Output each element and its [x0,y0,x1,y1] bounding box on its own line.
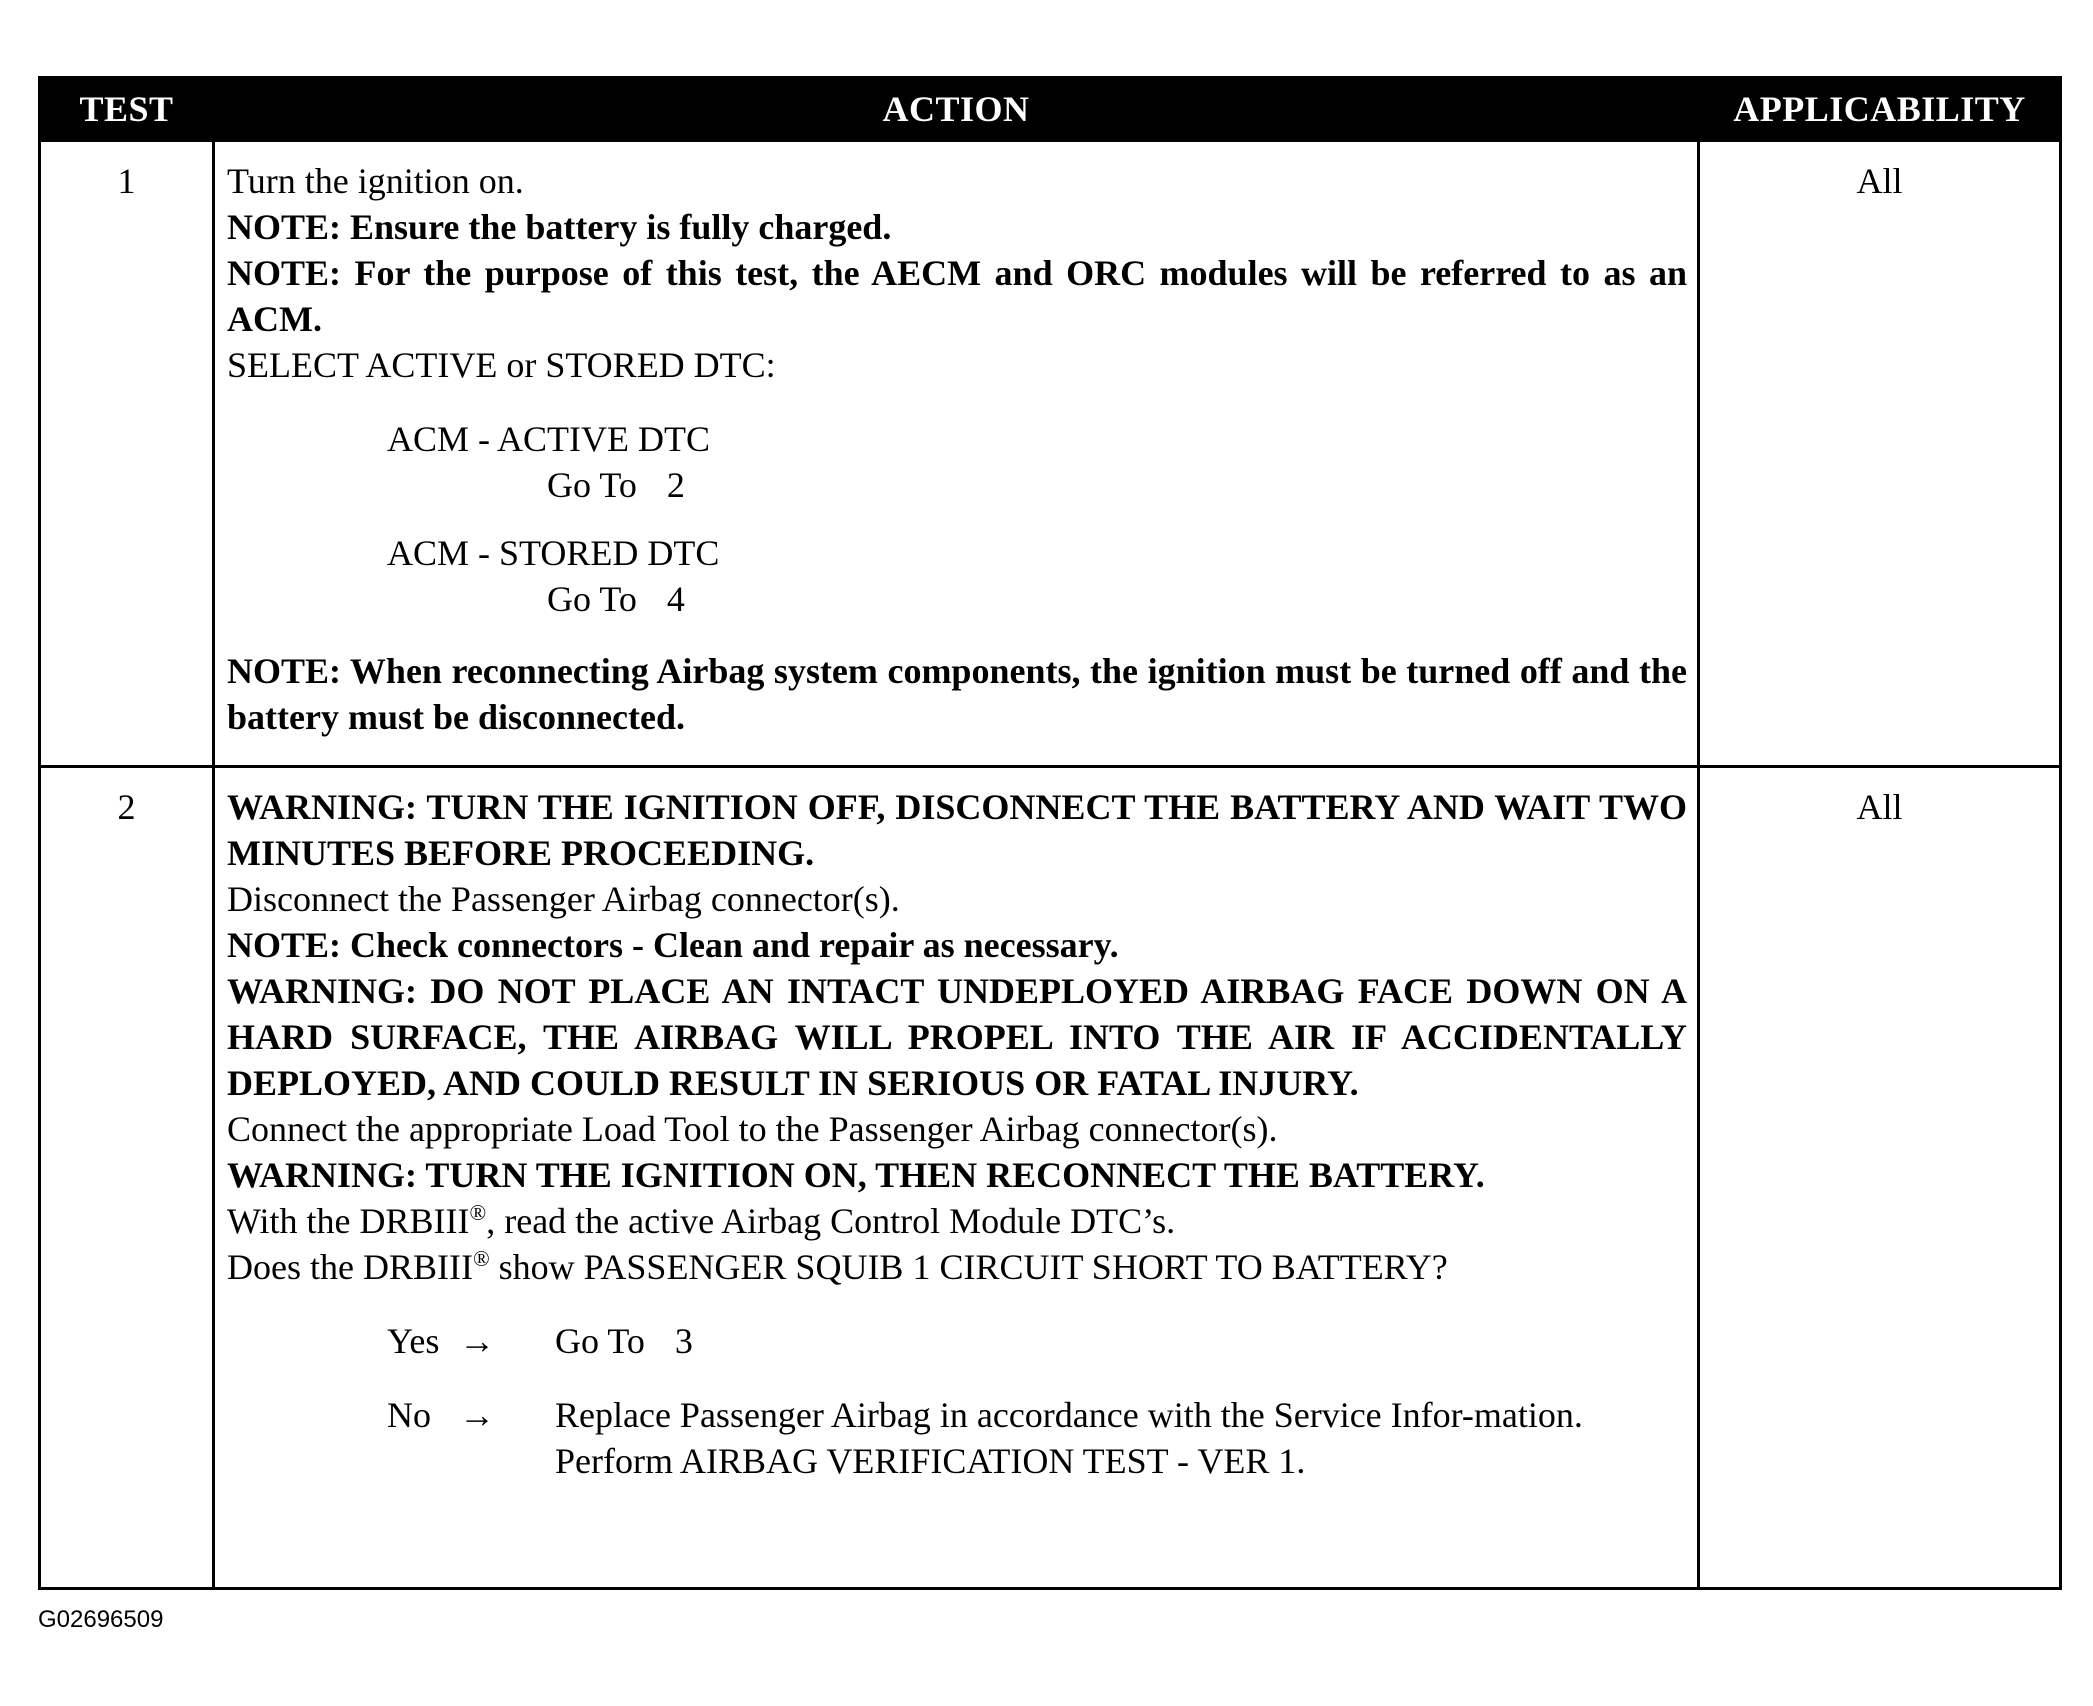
warning: WARNING: DO NOT PLACE AN INTACT UNDEPLOYED AIRBAG FACE DOWN ON A HARD SURFACE, THE AIRBAG WILL PROPEL INTO THE AIR IF ACCIDENTALLY DEPLOYED, AND COULD RESULT IN SERIOUS OR FATAL INJURY. [227,971,1687,1103]
header-action: ACTION [214,78,1699,141]
arrow-right-icon: → [459,1321,495,1361]
action-cell [214,767,1699,1589]
test-number: 2 [40,767,214,1589]
goto-line [547,576,1687,622]
action-line [227,1198,1687,1244]
header-applicability: APPLICABILITY [1699,78,2061,141]
warning: WARNING: TURN THE IGNITION OFF, DISCONNECT THE BATTERY AND WAIT TWO MINUTES BEFORE PROCEEDING. [227,787,1687,873]
test-number: 1 [40,141,214,767]
no-result [555,1392,1687,1484]
action-line: SELECT ACTIVE or STORED DTC: [227,345,776,385]
figure-id: G02696509 [38,1606,164,1633]
action-line: Disconnect the Passenger Airbag connector(s). [227,879,900,919]
choice-label: ACM - ACTIVE DTC [387,419,710,459]
yes-result [555,1318,1687,1364]
text-part: Does the DRBIII [227,1247,473,1287]
action-cell [214,141,1699,767]
header-test: TEST [40,78,214,141]
table-header-row [40,78,2061,141]
yes-label: Yes [387,1321,440,1361]
goto-number: 3 [674,1321,693,1361]
arrow-right-icon: → [459,1395,495,1435]
table-row-test-1 [40,141,2061,767]
action-line: Turn the ignition on. [227,161,524,201]
goto-line [547,462,1687,508]
applicability-value: All [1699,141,2061,767]
registered-mark: ® [469,1200,487,1225]
goto-number: 4 [666,579,685,619]
table-row-test-2 [40,767,2061,1589]
registered-mark: ® [472,1246,490,1271]
yes-branch [387,1318,1687,1364]
action-line: Connect the appropriate Load Tool to the Passenger Airbag connector(s). [227,1109,1278,1149]
goto-label: Go To [555,1321,645,1361]
no-branch [387,1392,1687,1484]
diagnostic-test-table [38,76,2062,1590]
text-part: , read the active Airbag Control Module DTC’s. [486,1201,1176,1241]
no-result-text-2: Perform AIRBAG VERIFICATION TEST - VER 1. [555,1441,1306,1481]
no-label: No [387,1395,431,1435]
goto-label: Go To [547,465,637,505]
note: NOTE: When reconnecting Airbag system components, the ignition must be turned off and the battery must be disconnected. [227,651,1687,737]
no-result-text: Replace Passenger Airbag in accordance with the Service Infor-mation. [555,1395,1583,1435]
note: NOTE: Ensure the battery is fully charged. [227,207,892,247]
applicability-value: All [1699,767,2061,1589]
text-part: show PASSENGER SQUIB 1 CIRCUIT SHORT TO BATTERY? [489,1247,1448,1287]
choice-label: ACM - STORED DTC [387,533,720,573]
text-part: With the DRBIII [227,1201,470,1241]
warning: WARNING: TURN THE IGNITION ON, THEN RECONNECT THE BATTERY. [227,1155,1485,1195]
question [227,1244,1687,1290]
goto-number: 2 [666,465,685,505]
note: NOTE: Check connectors - Clean and repair as necessary. [227,925,1119,965]
note: NOTE: For the purpose of this test, the AECM and ORC modules will be referred to as an ACM. [227,253,1687,339]
goto-label: Go To [547,579,637,619]
